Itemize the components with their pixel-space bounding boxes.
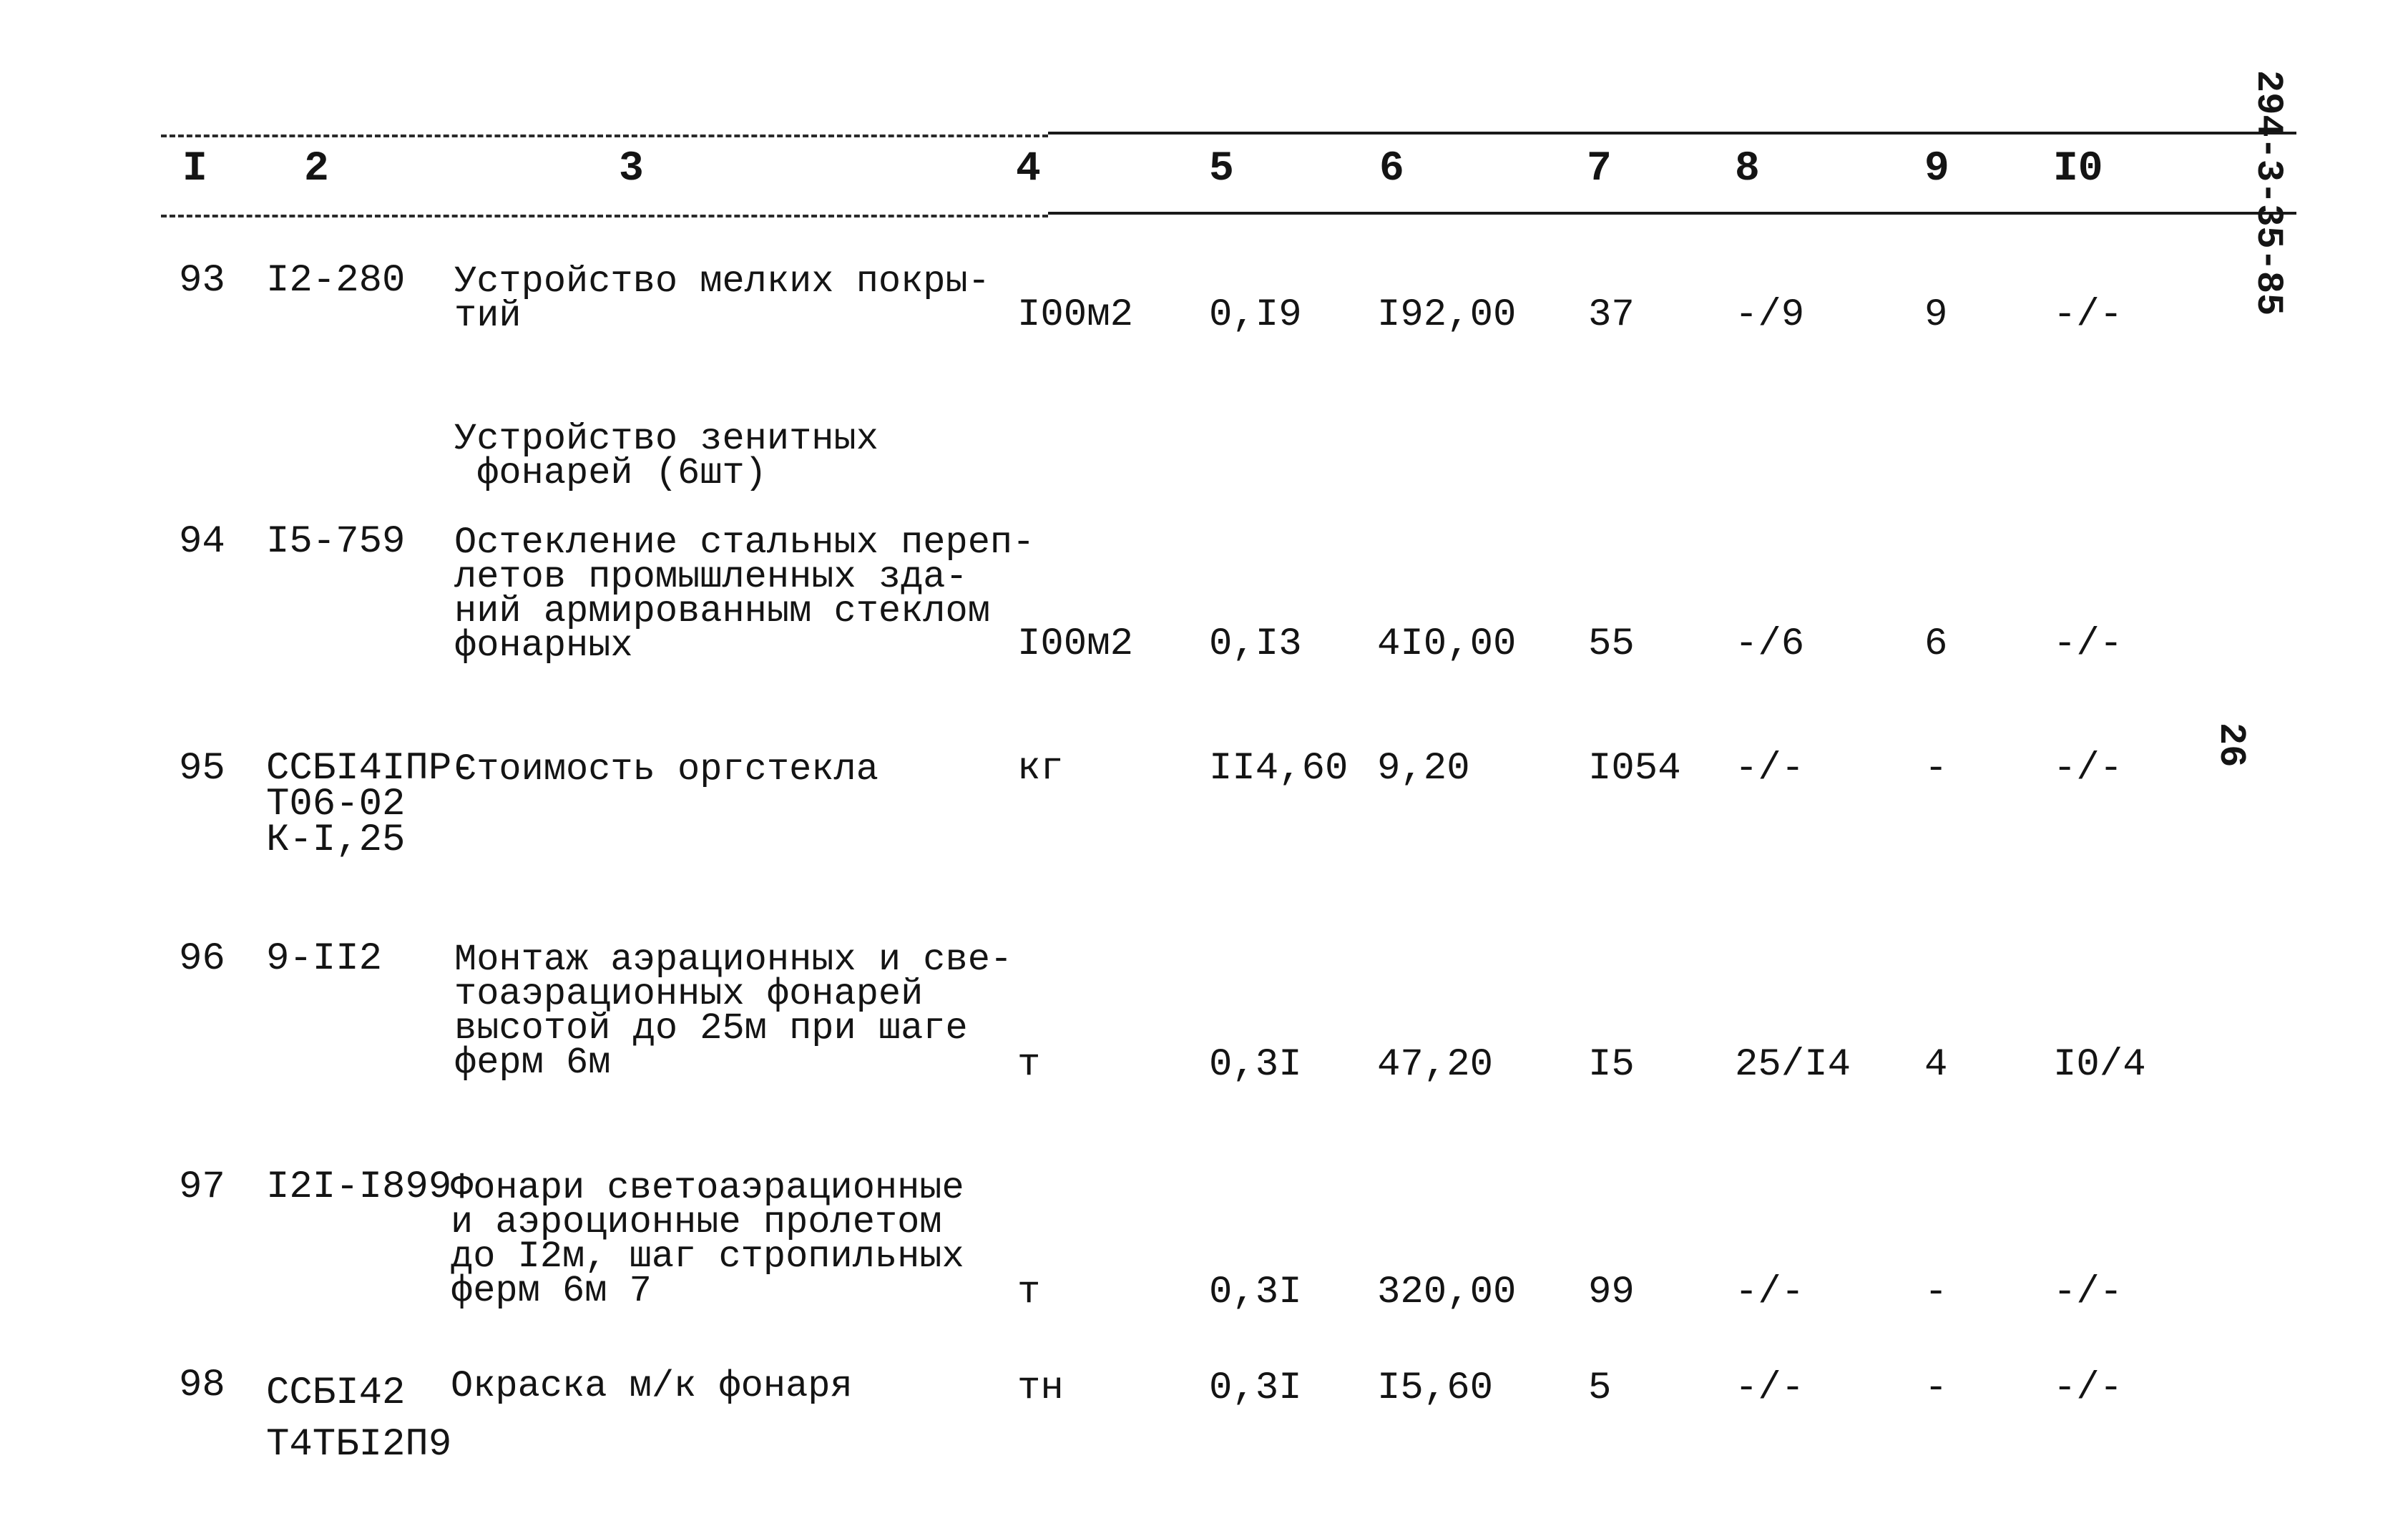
row-number: 93 xyxy=(179,259,225,303)
row-code: I2-280 xyxy=(266,259,406,303)
row-description: Фонари светоаэрационные и аэроционные пролетом до I2м, шаг стропильных ферм 6м 7 xyxy=(451,1167,964,1312)
row-col9: 4 xyxy=(1924,1043,1948,1087)
column-header-7: 7 xyxy=(1587,146,1612,192)
row-code: ССБI4IПР- Т06-02 К-I,25 xyxy=(266,747,475,862)
row-col5: II4,60 xyxy=(1209,747,1349,791)
row-col5: 0,I9 xyxy=(1209,293,1302,337)
row-col8: -/- xyxy=(1735,1366,1805,1410)
row-description: Стоимость оргстекла xyxy=(454,748,878,791)
header-top-rule-left xyxy=(161,135,1048,137)
row-number: 96 xyxy=(179,937,225,981)
row-unit: т xyxy=(1017,1043,1041,1087)
row-col8: -/9 xyxy=(1735,293,1805,337)
header-top-rule-right xyxy=(1048,132,2296,135)
header-bottom-rule-left xyxy=(161,215,1048,217)
row-col6: I5,60 xyxy=(1377,1366,1494,1410)
row-description: Монтаж аэрационных и све- тоаэрационных фонарей высотой до 25м при шаге ферм 6м xyxy=(454,939,1013,1084)
row-number: 98 xyxy=(179,1364,225,1407)
row-col10: -/- xyxy=(2053,747,2123,791)
column-header-2: 2 xyxy=(304,146,329,192)
row-description: Остекление стальных переп- летов промышленных зда- ний армированным стеклом фонарных xyxy=(454,522,1035,667)
row-col6: I92,00 xyxy=(1377,293,1517,337)
row-code: 9-II2 xyxy=(266,937,383,981)
row-col5: 0,3I xyxy=(1209,1271,1302,1314)
page-number: 26 xyxy=(2210,723,2252,768)
column-header-10: I0 xyxy=(2053,146,2103,192)
row-number: 97 xyxy=(179,1165,225,1209)
row-col10: -/- xyxy=(2053,1271,2123,1314)
row-unit: I00м2 xyxy=(1017,293,1134,337)
row-col9: - xyxy=(1924,1271,1948,1314)
row-description: Окраска м/к фонаря xyxy=(451,1365,853,1407)
column-header-5: 5 xyxy=(1209,146,1234,192)
row-number: 95 xyxy=(179,747,225,791)
row-col7: 5 xyxy=(1588,1366,1612,1410)
row-col6: 4I0,00 xyxy=(1377,622,1517,666)
row-col7: I054 xyxy=(1588,747,1681,791)
row-code: I2I-I899 xyxy=(266,1165,452,1209)
column-header-9: 9 xyxy=(1924,146,1949,192)
row-col10: -/- xyxy=(2053,293,2123,337)
row-code: ССБI42 Т4ТБI2П9 xyxy=(266,1371,452,1467)
header-bottom-rule-right xyxy=(1048,212,2296,215)
row-col8: -/- xyxy=(1735,747,1805,791)
column-header-3: 3 xyxy=(619,146,644,192)
row-col8: -/6 xyxy=(1735,622,1805,666)
row-col6: 9,20 xyxy=(1377,747,1470,791)
row-col5: 0,3I xyxy=(1209,1043,1302,1087)
row-unit: тн xyxy=(1017,1366,1064,1410)
row-col7: 55 xyxy=(1588,622,1635,666)
row-code: I5-759 xyxy=(266,520,406,564)
section-heading: Устройство зенитных фонарей (6шт) xyxy=(454,418,878,494)
row-col8: -/- xyxy=(1735,1271,1805,1314)
row-number: 94 xyxy=(179,520,225,564)
row-unit: I00м2 xyxy=(1017,622,1134,666)
row-col8: 25/I4 xyxy=(1735,1043,1851,1087)
row-col10: -/- xyxy=(2053,1366,2123,1410)
row-col9: 9 xyxy=(1924,293,1948,337)
row-col7: 37 xyxy=(1588,293,1635,337)
column-header-4: 4 xyxy=(1016,146,1041,192)
row-col9: 6 xyxy=(1924,622,1948,666)
row-col7: I5 xyxy=(1588,1043,1635,1087)
row-col9: - xyxy=(1924,747,1948,791)
column-header-8: 8 xyxy=(1735,146,1760,192)
row-col10: I0/4 xyxy=(2053,1043,2146,1087)
row-col10: -/- xyxy=(2053,622,2123,666)
row-col5: 0,3I xyxy=(1209,1366,1302,1410)
document-code: 294-3-35-85 xyxy=(2247,70,2289,316)
row-col9: - xyxy=(1924,1366,1948,1410)
row-col5: 0,I3 xyxy=(1209,622,1302,666)
row-col7: 99 xyxy=(1588,1271,1635,1314)
column-header-1: I xyxy=(182,146,207,192)
row-unit: кг xyxy=(1017,747,1064,791)
row-col6: 47,20 xyxy=(1377,1043,1494,1087)
column-header-6: 6 xyxy=(1379,146,1404,192)
row-description: Устройство мелких покры- тий xyxy=(454,260,990,337)
row-unit: т xyxy=(1017,1271,1041,1314)
row-col6: 320,00 xyxy=(1377,1271,1517,1314)
